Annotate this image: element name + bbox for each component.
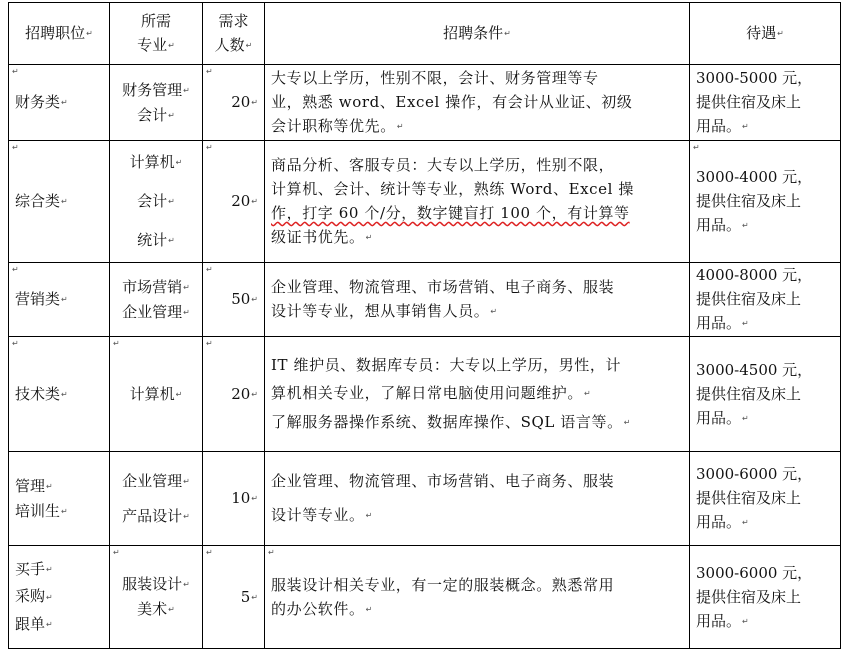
header-count: 需求 人数↵ <box>203 3 265 65</box>
header-conditions: 招聘条件↵ <box>265 3 690 65</box>
cell-major: 市场营销↵ 企业管理↵ <box>110 263 203 337</box>
cell-position: ↵ 营销类↵ <box>9 263 110 337</box>
cell-count: ↵ 20↵ <box>203 141 265 263</box>
cell-position: 买手↵ 采购↵ 跟单↵ <box>9 546 110 649</box>
cell-pay: 3000-4500 元， 提供住宿及床上 用品。↵ <box>690 337 841 452</box>
cell-position: 管理↵ 培训生↵ <box>9 452 110 546</box>
cell-major: ↵ 计算机↵ <box>110 337 203 452</box>
table-header-row <box>9 3 841 65</box>
table-row <box>9 65 841 141</box>
cell-count: 10↵ <box>203 452 265 546</box>
cell-major: 企业管理↵ 产品设计↵ <box>110 452 203 546</box>
table-row <box>9 452 841 546</box>
table-row <box>9 546 841 649</box>
header-position: 招聘职位↵ <box>9 3 110 65</box>
cell-position: ↵ 综合类↵ <box>9 141 110 263</box>
cell-major: 计算机↵ 会计↵ 统计↵ <box>110 141 203 263</box>
cell-conditions: IT 维护员、数据库专员：大专以上学历，男性，计 算机相关专业，了解日常电脑使用问题维护。↵ 了解服务器操作系统、数据库操作、SQL 语言等。↵ <box>265 337 690 452</box>
table-row <box>9 141 841 263</box>
cell-conditions: 企业管理、物流管理、市场营销、电子商务、服装 设计等专业，想从事销售人员。↵ <box>265 263 690 337</box>
cell-pay: 3000-6000 元， 提供住宿及床上 用品。↵ <box>690 546 841 649</box>
cell-major: 财务管理↵ 会计↵ <box>110 65 203 141</box>
cell-conditions: 企业管理、物流管理、市场营销、电子商务、服装 设计等专业。↵ <box>265 452 690 546</box>
cell-pay: ↵ 3000-4000 元， 提供住宿及床上 用品。↵ <box>690 141 841 263</box>
table-row <box>9 263 841 337</box>
cell-major: ↵ 服装设计↵ 美术↵ <box>110 546 203 649</box>
table-row <box>9 337 841 452</box>
cell-position: ↵ 技术类↵ <box>9 337 110 452</box>
cell-conditions: 大专以上学历，性别不限，会计、财务管理等专 业，熟悉 word、Excel 操作，有会计从业证、初级 会计职称等优先。↵ <box>265 65 690 141</box>
header-major: 所需 专业↵ <box>110 3 203 65</box>
header-pay: 待遇↵ <box>690 3 841 65</box>
cell-conditions: 商品分析、客服专员：大专以上学历，性别不限， 计算机、会计、统计等专业，熟练 Word、Excel 操 作，打字 60 个/分，数字键盲打 100 个，有计算等 级证书优先。↵ <box>265 141 690 263</box>
cell-conditions: ↵ 服装设计相关专业，有一定的服装概念。熟悉常用 的办公软件。↵ <box>265 546 690 649</box>
cell-pay: 3000-6000 元， 提供住宿及床上 用品。↵ <box>690 452 841 546</box>
cell-pay: 3000-5000 元， 提供住宿及床上 用品。↵ <box>690 65 841 141</box>
cell-count: ↵ 20↵ <box>203 65 265 141</box>
cell-pay: 4000-8000 元， 提供住宿及床上 用品。↵ <box>690 263 841 337</box>
cell-position: ↵ 财务类↵ <box>9 65 110 141</box>
cell-count: ↵ 5↵ <box>203 546 265 649</box>
cell-count: ↵ 50↵ <box>203 263 265 337</box>
cell-count: ↵ 20↵ <box>203 337 265 452</box>
recruitment-table <box>8 2 841 649</box>
